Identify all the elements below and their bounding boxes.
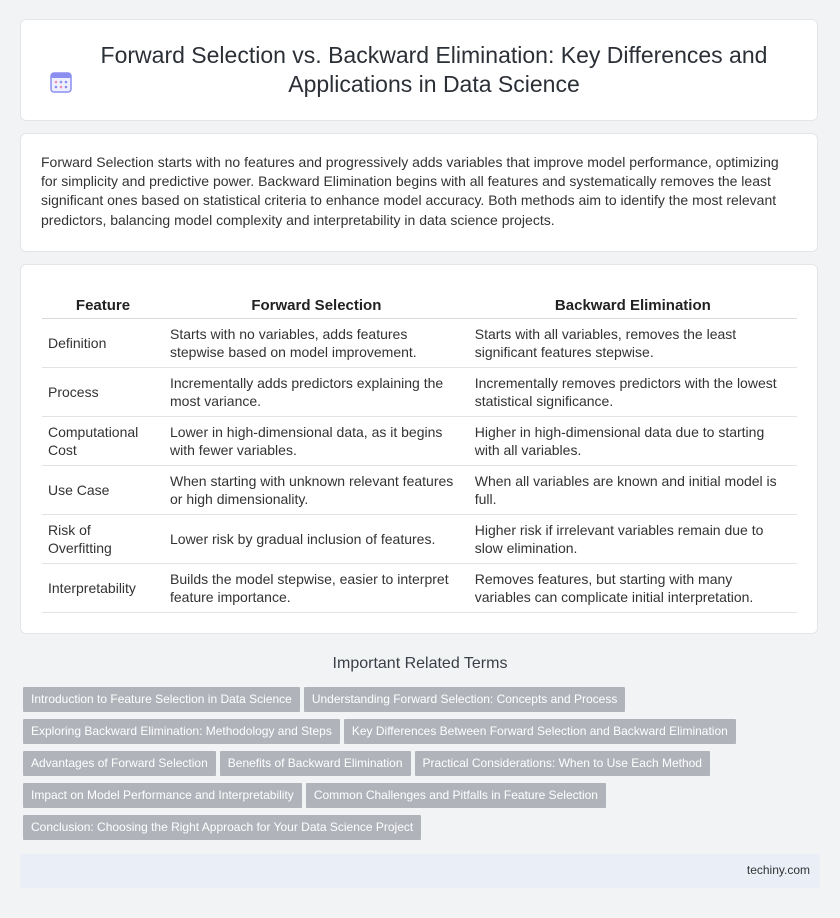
row-backward: Higher in high-dimensional data due to starting with all variables.: [469, 417, 797, 466]
related-tag[interactable]: Practical Considerations: When to Use Each Method: [415, 751, 710, 776]
row-feature: Computational Cost: [42, 417, 164, 466]
table-row: [42, 417, 797, 466]
related-tag[interactable]: Benefits of Backward Elimination: [220, 751, 411, 776]
row-feature: Interpretability: [42, 564, 164, 613]
table-row: [42, 368, 797, 417]
table-header-row: [42, 289, 797, 319]
related-tag[interactable]: Impact on Model Performance and Interpretability: [23, 783, 302, 808]
related-tag[interactable]: Introduction to Feature Selection in Data Science: [23, 687, 300, 712]
related-terms-title: Important Related Terms: [332, 655, 508, 672]
row-feature: Process: [42, 368, 164, 417]
title-wrap: [49, 41, 789, 99]
intro-card: [20, 133, 818, 252]
row-backward: When all variables are known and initial model is full.: [469, 466, 797, 515]
row-forward: When starting with unknown relevant features or high dimensionality.: [164, 466, 469, 515]
row-feature: Risk of Overfitting: [42, 515, 164, 564]
footer: [20, 854, 820, 888]
calendar-grid-icon: [49, 70, 73, 94]
intro-paragraph: Forward Selection starts with no features and progressively adds variables that improve model performance, optimizing for simplicity and predictive power. Backward Elimination begins with all features and systematically removes the least significant ones based on statistical criteria to enhance model accuracy. Both methods aim to identify the most relevant predictors, balancing model complexity and interpretability in data science projects.: [41, 154, 779, 228]
related-tag[interactable]: Key Differences Between Forward Selection and Backward Elimination: [344, 719, 736, 744]
footer-site-link[interactable]: techiny.com: [746, 863, 810, 877]
comparison-table: [42, 289, 797, 613]
related-tag[interactable]: Advantages of Forward Selection: [23, 751, 216, 776]
header-forward-selection: Forward Selection: [164, 289, 469, 319]
row-backward: Higher risk if irrelevant variables remain due to slow elimination.: [469, 515, 797, 564]
row-forward: Lower in high-dimensional data, as it begins with fewer variables.: [164, 417, 469, 466]
comparison-card: [20, 264, 818, 634]
table-row: [42, 319, 797, 368]
row-forward: Builds the model stepwise, easier to interpret feature importance.: [164, 564, 469, 613]
row-backward: Incrementally removes predictors with the lowest statistical significance.: [469, 368, 797, 417]
row-forward: Starts with no variables, adds features stepwise based on model improvement.: [164, 319, 469, 368]
row-feature: Definition: [42, 319, 164, 368]
related-tag[interactable]: Common Challenges and Pitfalls in Feature Selection: [306, 783, 606, 808]
title-card: [20, 19, 818, 121]
related-tag[interactable]: Conclusion: Choosing the Right Approach for Your Data Science Project: [23, 815, 421, 840]
page-title: Forward Selection vs. Backward Elimination: Key Differences and Applications in Data Science: [100, 42, 768, 97]
header-feature: Feature: [42, 289, 164, 319]
row-feature: Use Case: [42, 466, 164, 515]
table-row: [42, 564, 797, 613]
related-tag[interactable]: Understanding Forward Selection: Concepts and Process: [304, 687, 626, 712]
row-forward: Lower risk by gradual inclusion of features.: [164, 515, 469, 564]
header-backward-elimination: Backward Elimination: [469, 289, 797, 319]
row-backward: Removes features, but starting with many variables can complicate initial interpretation.: [469, 564, 797, 613]
related-terms-list: [23, 687, 823, 847]
table-row: [42, 515, 797, 564]
row-backward: Starts with all variables, removes the least significant features stepwise.: [469, 319, 797, 368]
related-tag[interactable]: Exploring Backward Elimination: Methodology and Steps: [23, 719, 340, 744]
row-forward: Incrementally adds predictors explaining the most variance.: [164, 368, 469, 417]
table-row: [42, 466, 797, 515]
